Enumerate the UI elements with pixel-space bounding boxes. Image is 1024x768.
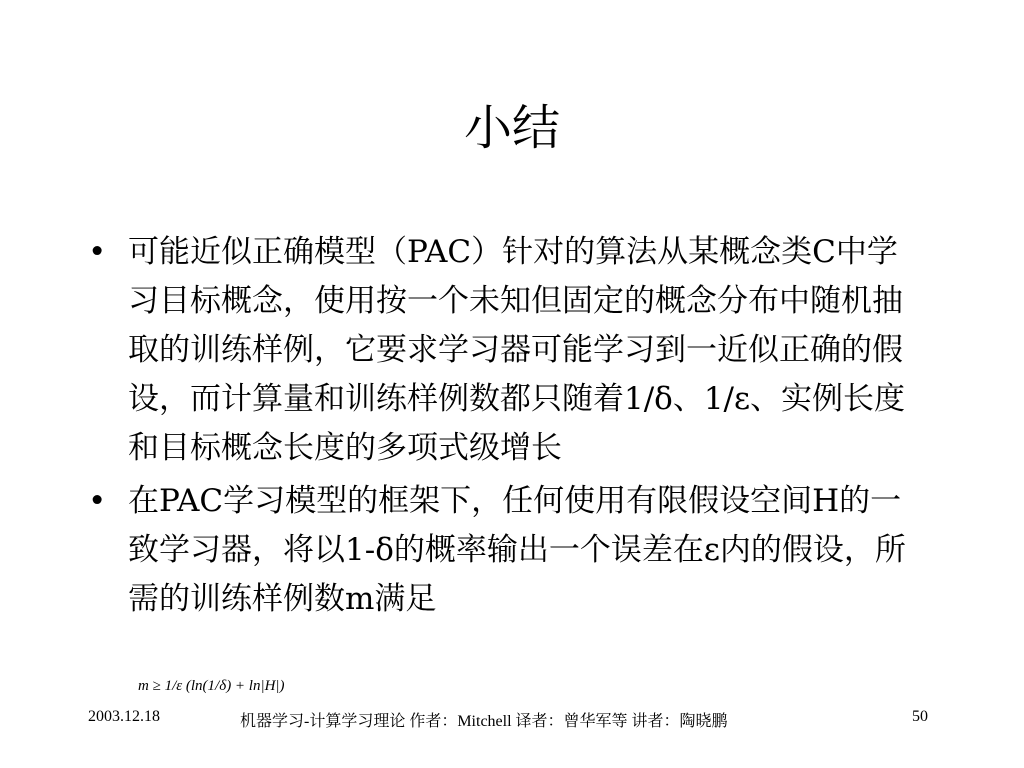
bullet-text: 可能近似正确模型（PAC）针对的算法从某概念类C中学习目标概念，使用按一个未知但固定的概念分布中随机抽取的训练样例，它要求学习器可能学习到一近似正确的假设，而计算量和训练样例数都只随着1/δ、1/ε、实例长度和目标概念长度的多项式级增长 <box>128 234 906 466</box>
bullet-list <box>88 228 928 628</box>
bullet-marker: • <box>88 234 107 270</box>
sample-complexity-formula: m ≥ 1/ε (ln(1/δ) + ln|H|) <box>138 678 285 694</box>
footer-credits: 机器学习-计算学习理论 作者：Mitchell 译者：曾华军等 讲者：陶晓鹏 <box>240 713 728 730</box>
bullet-text: 在PAC学习模型的框架下，任何使用有限假设空间H的一致学习器，将以1-δ的概率输出一个误差在ε内的假设，所需的训练样例数m满足 <box>128 483 906 617</box>
bullet-item <box>88 477 928 624</box>
bullet-item <box>88 228 928 473</box>
footer-date: 2003.12.18 <box>88 708 160 725</box>
bullet-marker: • <box>88 483 107 519</box>
slide-title: 小结 <box>463 100 560 156</box>
page-number: 50 <box>912 708 928 725</box>
